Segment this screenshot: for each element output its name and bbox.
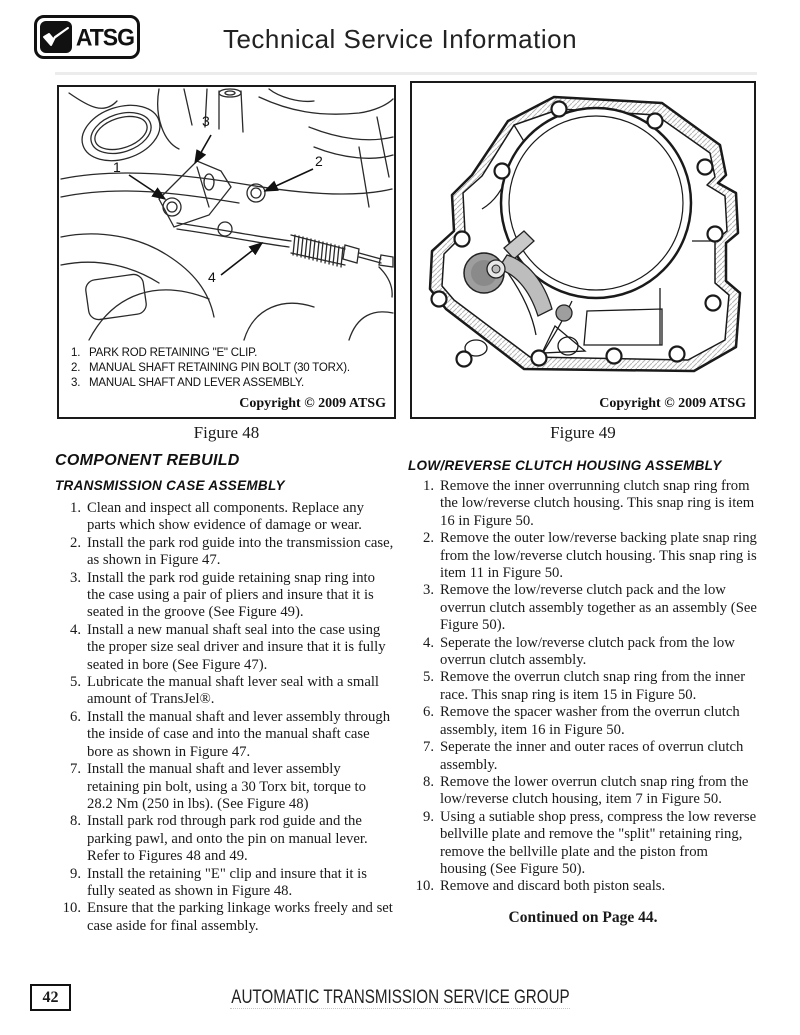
figure-49-caption: Figure 49 [550, 423, 616, 442]
list-item: 5. Remove the overrun clutch snap ring from the inner race. This snap ring is item 15 in Figure 50. [422, 669, 746, 703]
page-number-box: 42 [30, 984, 71, 1011]
logo-text: ATSG [75, 22, 134, 51]
list-item: 9. Using a sutiable shop press, compress the low reverse bellville plate and remove the "split" retaining ring, remove the bellville plate and the piston from housing (See Figure 50). [422, 808, 757, 877]
section-heading-component-rebuild: COMPONENT REBUILD [55, 452, 240, 469]
transmission-case-drawing [59, 87, 394, 342]
list-item: 8. Remove the lower overrun clutch snap ring from the low/reverse clutch housing, item 7 in Figure 50. [422, 773, 749, 808]
list-item: 10. Remove and discard both piston seals. [415, 878, 666, 895]
figure-48-legend [71, 346, 350, 391]
list-item: 7. Seperate the inner and outer races of overrun clutch assembly. [422, 739, 744, 773]
continued-note: Continued on Page 44. [508, 908, 658, 926]
callout-4: 4 [208, 269, 216, 285]
subsection-heading-low-reverse-clutch: LOW/REVERSE CLUTCH HOUSING ASSEMBLY [408, 458, 722, 473]
figure-49-box [410, 81, 756, 419]
footer-org-name: AUTOMATIC TRANSMISSION SERVICE GROUP [230, 987, 570, 1008]
page-title: Technical Service Information [222, 24, 578, 54]
list-item: 5. Lubricate the manual shaft lever seal with a small amount of TransJel®. [69, 674, 380, 708]
figure-48-copyright: Copyright © 2009 ATSG [239, 396, 386, 411]
legend-row: 3. MANUAL SHAFT AND LEVER ASSEMBLY. [71, 377, 304, 389]
list-item: 9. Install the retaining "E" clip and insure that it is fully seated as shown in Figure 48. [69, 865, 367, 899]
list-item: 2. Install the park rod guide into the transmission case, as shown in Figure 47. [69, 534, 394, 569]
list-item: 1. Remove the inner overrunning clutch snap ring from the low/reverse clutch housing. This snap ring is item 16 in Figure 50. [422, 478, 755, 529]
list-item: 7. Install the manual shaft and lever assembly retaining pin bolt, using a 30 Torx bit, torque to 28.2 Nm (250 in lbs). (See Figure 48) [69, 761, 366, 812]
list-item: 10. Ensure that the parking linkage works freely and set case aside for final assembly. [62, 900, 393, 934]
right-column [408, 458, 758, 927]
header-divider [55, 72, 757, 75]
list-item: 3. Install the park rod guide retaining snap ring into the case using a pair of pliers and insure that it is seated in the groove (See Figure 49). [69, 569, 375, 621]
callout-3: 3 [202, 113, 210, 129]
list-item: 3. Remove the low/reverse clutch pack and the low overrun clutch assembly together as an assembly (See Figure 50). [422, 582, 757, 634]
figure-48-box [57, 85, 396, 419]
subsection-heading-transmission-case: TRANSMISSION CASE ASSEMBLY [55, 478, 285, 493]
footer-divider [230, 1008, 570, 1009]
figure-49-copyright: Copyright © 2009 ATSG [599, 396, 746, 411]
clutch-housing-steps [408, 478, 758, 896]
left-column [55, 452, 395, 935]
case-rear-view-drawing [412, 83, 754, 391]
list-item: 6. Install the manual shaft and lever assembly through the inside of case and into the manual shaft case bore as shown in Figure 47. [69, 708, 391, 760]
legend-row: 2. MANUAL SHAFT RETAINING PIN BOLT (30 TORX). [71, 362, 350, 374]
list-item: 4. Install a new manual shaft seal into the case using the proper size seal driver and insure that it is fully seated in bore (See Figure 47). [69, 621, 386, 673]
figure-48-caption: Figure 48 [193, 423, 260, 442]
list-item: 8. Install park rod through park rod guide and the parking pawl, and onto the pin on manual lever. Refer to Figures 48 and 49. [69, 813, 368, 865]
legend-row: 1. PARK ROD RETAINING "E" CLIP. [71, 347, 258, 359]
transmission-case-steps [55, 500, 395, 935]
list-item: 1. Clean and inspect all components. Replace any parts which show evidence of damage or wear. [69, 500, 364, 534]
callout-2: 2 [315, 153, 323, 169]
list-item: 2. Remove the outer low/reverse backing plate snap ring from the low/reverse clutch housing. This snap ring is item 11 in Figure 50. [422, 530, 757, 582]
callout-1: 1 [113, 159, 121, 175]
list-item: 4. Seperate the low/reverse clutch pack from the low overrun clutch assembly. [422, 634, 735, 669]
list-item: 6. Remove the spacer washer from the overrun clutch assembly, item 16 in Figure 50. [422, 704, 740, 738]
